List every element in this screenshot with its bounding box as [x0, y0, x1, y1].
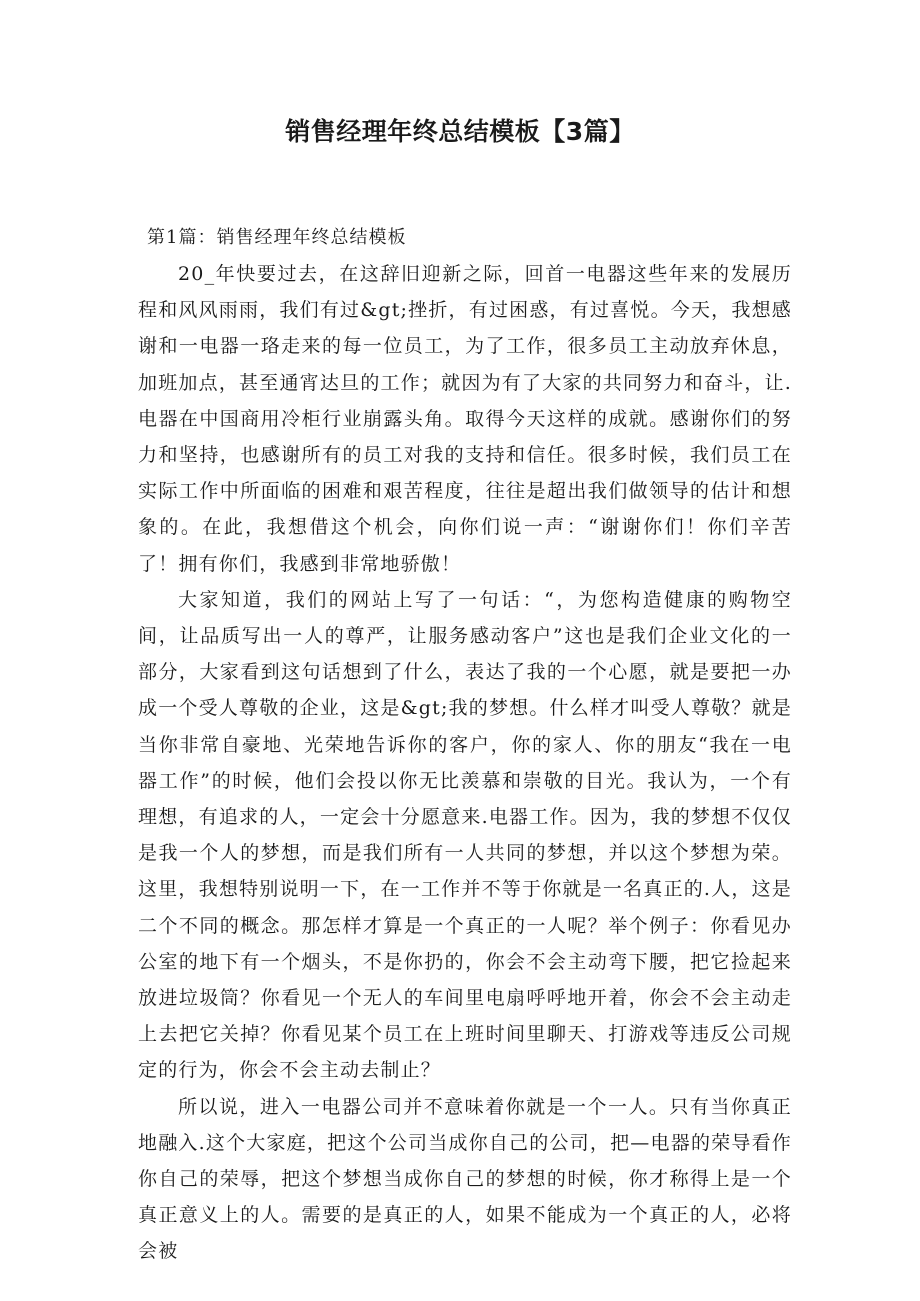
document-title: 销售经理年终总结模板【3篇】 — [285, 117, 635, 146]
paragraph-3: 所以说，进入一电器公司并不意味着你就是一个一人。只有当你真正地融入.这个大家庭，把这个公司当成你自己的公司，把—电器的荣导看作你自己的荣辱，把这个梦想当成你自己的梦想的时候，你才称得上是一个真正意义上的人。需要的是真正的人，如果不能成为一个真正的人，必将会被 — [138, 1095, 792, 1263]
paragraph-1: 20_年快要过去，在这辞旧迎新之际，回首一电器这些年来的发展历程和风风雨雨，我们有过&gt;挫折，有过困惑，有过喜悦。今天，我想感谢和一电器一珞走来的每一位员工，为了工作，很多员工主动放弃休息，加班加点，甚至通宵达旦的工作；就因为有了大家的共同努力和奋斗，让.电器在中国商用冷柜行业崩露头角。取得今天这样的成就。感谢你们的努力和坚持，也感谢所有的员工对我的支持和信任。很多时候，我们员工在实际工作中所面临的困难和艰苦程度，往往是超出我们做领导的估计和想象的。在此，我想借这个机会，向你们说一声：“谢谢你们！你们辛苦了！拥有你们，我感到非常地骄傲！ — [138, 263, 792, 575]
paragraph-2: 大家知道，我们的网站上写了一句话：“，为您构造健康的购物空间，让品质写出一人的尊严，让服务感动客户”这也是我们企业文化的一部分，大家看到这句话想到了什么，表达了我的一个心愿，就是要把一办成一个受人尊敬的企业，这是&gt;我的梦想。什么样才叫受人尊敬？就是当你非常自豪地、光荣地告诉你的客户，你的家人、你的朋友“我在一电器工作”的时候，他们会投以你无比羡慕和崇敬的目光。我认为，一个有理想，有追求的人，一定会十分愿意来.电器工作。因为，我的梦想不仅仅是我一个人的梦想，而是我们所有一人共同的梦想，并以这个梦想为荣。这里，我想特别说明一下，在一工作并不等于你就是一名真正的.人，这是二个不同的概念。那怎样才算是一个真正的一人呢？举个例子：你看见办公室的地下有一个烟头，不是你扔的，你会不会主动弯下腰，把它捡起来放进垃圾筒？你看见一个无人的车间里电扇呼呼地开着，你会不会主动走上去把它关掉？你看见某个员工在上班时间里聊天、打游戏等违反公司规定的行为，你会不会主动去制止？ — [138, 588, 792, 1082]
body-text — [138, 256, 792, 1270]
section-heading: 第1篇：销售经理年终总结模板 — [147, 227, 407, 248]
